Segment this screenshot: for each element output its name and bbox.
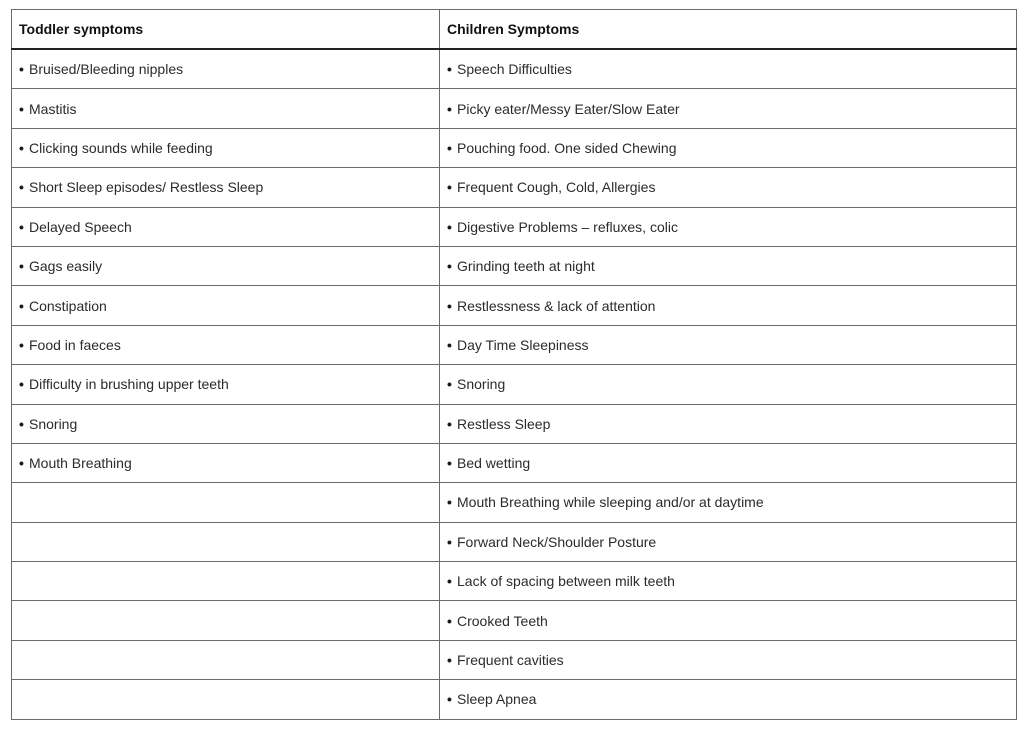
symptom-text: Day Time Sleepiness [457,336,589,353]
bullet-icon: • [447,139,452,156]
symptom-text: Frequent Cough, Cold, Allergies [457,179,656,196]
symptom-text: Mouth Breathing [29,455,132,472]
bullet-icon: • [19,336,24,353]
bullet-icon: • [19,61,24,78]
bullet-icon: • [447,297,452,314]
children-symptom-cell [440,562,1017,601]
bullet-icon: • [19,100,24,117]
toddler-symptom-cell [12,49,440,89]
children-symptom-cell [440,640,1017,679]
bullet-icon: • [447,494,452,511]
toddler-symptom-cell [12,246,440,285]
children-symptom-cell [440,443,1017,482]
table-row [12,443,1017,482]
table-row [12,562,1017,601]
symptom-text: Snoring [29,415,78,432]
symptom-text: Mastitis [29,100,77,117]
bullet-icon: • [447,612,452,629]
bullet-icon: • [19,415,24,432]
symptom-text: Picky eater/Messy Eater/Slow Eater [457,100,680,117]
bullet-icon: • [447,455,452,472]
table-row [12,89,1017,128]
symptom-text: Clicking sounds while feeding [29,139,213,156]
children-symptom-cell [440,207,1017,246]
symptom-text: Difficulty in brushing upper teeth [29,376,229,393]
toddler-symptom-cell [12,443,440,482]
toddler-symptom-cell [12,680,440,719]
symptom-text: Short Sleep episodes/ Restless Sleep [29,179,264,196]
bullet-icon: • [447,179,452,196]
table-row [12,207,1017,246]
symptom-text: Mouth Breathing while sleeping and/or at daytime [457,494,764,511]
symptom-text: Digestive Problems – refluxes, colic [457,218,678,235]
children-symptom-cell [440,601,1017,640]
children-symptom-cell [440,365,1017,404]
toddler-symptom-cell [12,89,440,128]
table-body [12,49,1017,719]
table-row [12,325,1017,364]
table-row [12,404,1017,443]
children-symptom-cell [440,89,1017,128]
symptom-text: Constipation [29,297,107,314]
toddler-symptom-cell [12,640,440,679]
symptom-text: Food in faeces [29,336,121,353]
children-symptom-cell [440,128,1017,167]
toddler-symptom-cell [12,601,440,640]
toddler-symptom-cell [12,286,440,325]
toddler-symptom-cell [12,168,440,207]
toddler-symptom-cell [12,522,440,561]
children-symptom-cell [440,49,1017,89]
symptom-text: Gags easily [29,258,103,275]
toddler-symptom-cell [12,483,440,522]
bullet-icon: • [447,336,452,353]
symptom-text: Grinding teeth at night [457,258,595,275]
bullet-icon: • [19,218,24,235]
bullet-icon: • [447,100,452,117]
symptom-text: Bed wetting [457,455,531,472]
table-row [12,128,1017,167]
children-symptom-cell [440,483,1017,522]
bullet-icon: • [447,533,452,550]
table-row [12,522,1017,561]
bullet-icon: • [447,376,452,393]
toddler-symptom-cell [12,207,440,246]
symptom-text: Crooked Teeth [457,612,548,629]
bullet-icon: • [19,258,24,275]
bullet-icon: • [447,573,452,590]
bullet-icon: • [19,179,24,196]
symptom-text: Snoring [457,376,506,393]
symptom-text: Lack of spacing between milk teeth [457,573,675,590]
table-row [12,483,1017,522]
table-row [12,168,1017,207]
symptom-text: Speech Difficulties [457,61,572,78]
toddler-symptom-cell [12,325,440,364]
symptom-text: Bruised/Bleeding nipples [29,61,184,78]
toddler-symptoms-header: Toddler symptoms [12,10,440,50]
toddler-symptom-cell [12,562,440,601]
children-symptom-cell [440,286,1017,325]
children-symptom-cell [440,522,1017,561]
children-symptom-cell [440,168,1017,207]
bullet-icon: • [447,415,452,432]
table-row [12,246,1017,285]
table-row [12,601,1017,640]
toddler-symptom-cell [12,365,440,404]
symptom-text: Frequent cavities [457,652,564,669]
toddler-symptom-cell [12,404,440,443]
bullet-icon: • [447,61,452,78]
children-symptom-cell [440,246,1017,285]
bullet-icon: • [447,691,452,708]
symptom-text: Restlessness & lack of attention [457,297,656,314]
symptom-text: Restless Sleep [457,415,551,432]
table-row [12,365,1017,404]
symptom-text: Forward Neck/Shoulder Posture [457,533,657,550]
bullet-icon: • [447,218,452,235]
table-row [12,680,1017,719]
children-symptom-cell [440,404,1017,443]
bullet-icon: • [19,139,24,156]
bullet-icon: • [19,376,24,393]
symptoms-table [11,9,1017,720]
table-row [12,286,1017,325]
table-row [12,49,1017,89]
children-symptom-cell [440,680,1017,719]
symptom-text: Delayed Speech [29,218,132,235]
bullet-icon: • [447,258,452,275]
bullet-icon: • [19,297,24,314]
symptom-text: Sleep Apnea [457,691,537,708]
table-header-row [12,10,1017,50]
symptom-text: Pouching food. One sided Chewing [457,139,677,156]
table-row [12,640,1017,679]
children-symptom-cell [440,325,1017,364]
bullet-icon: • [447,652,452,669]
bullet-icon: • [19,455,24,472]
children-symptoms-header: Children Symptoms [440,10,1017,50]
toddler-symptom-cell [12,128,440,167]
